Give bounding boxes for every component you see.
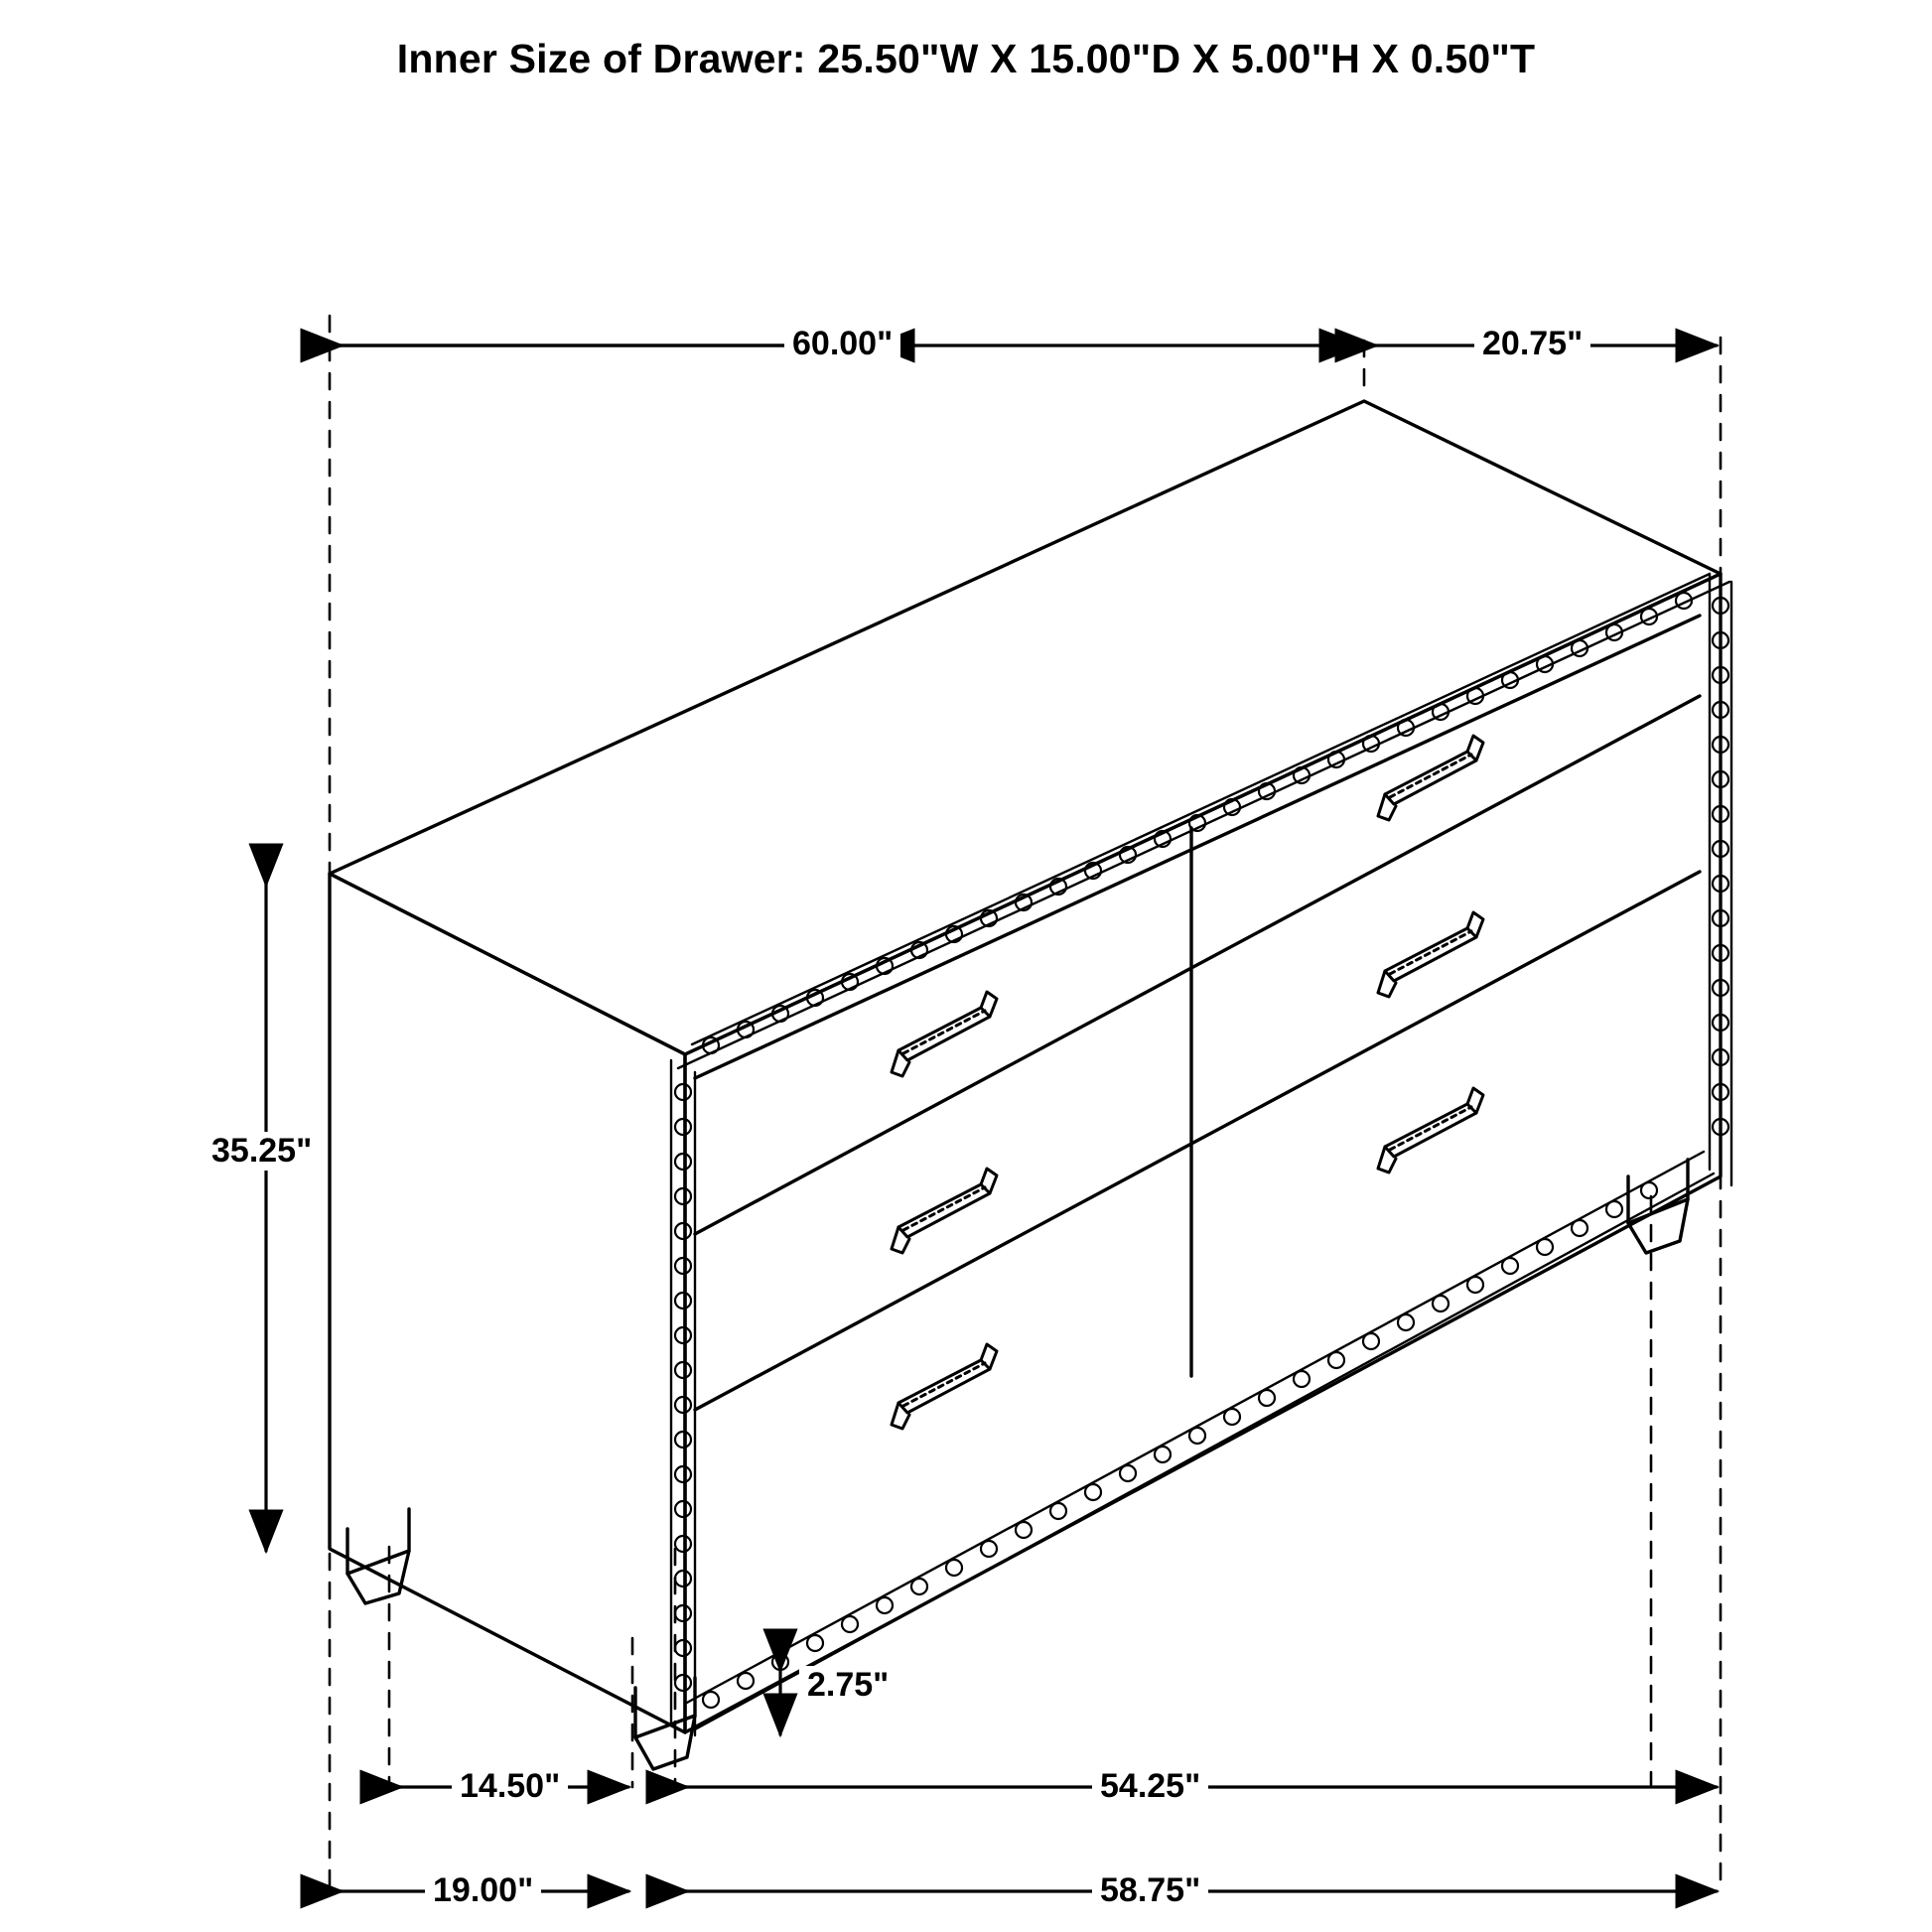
handle bbox=[892, 1344, 997, 1429]
handle bbox=[1378, 736, 1483, 820]
cabinet-outline bbox=[330, 401, 1721, 1732]
nailhead-trim bbox=[671, 574, 1731, 1735]
nailhead-studs bbox=[675, 593, 1728, 1708]
dim-label-bottom-right-total: 58.75" bbox=[1092, 1871, 1208, 1910]
handle bbox=[1378, 912, 1483, 997]
handle bbox=[892, 992, 997, 1076]
dim-label-bottom-left-front: 14.50" bbox=[452, 1767, 568, 1806]
dim-label-top-depth: 20.75" bbox=[1474, 325, 1590, 363]
dim-label-overall-height: 35.25" bbox=[204, 1132, 320, 1171]
page-title: Inner Size of Drawer: 25.50"W X 15.00"D X 5.00"H X 0.50"T bbox=[396, 36, 1536, 81]
drawer-fronts bbox=[695, 616, 1700, 1410]
dim-label-leg-height: 2.75" bbox=[799, 1666, 897, 1705]
dim-label-bottom-left-total: 19.00" bbox=[425, 1871, 541, 1910]
dim-label-bottom-right-front: 54.25" bbox=[1092, 1767, 1208, 1806]
handle bbox=[892, 1169, 997, 1253]
dim-label-top-width: 60.00" bbox=[784, 325, 900, 363]
dimension-lines bbox=[266, 345, 1717, 1891]
handle bbox=[1378, 1088, 1483, 1173]
legs bbox=[347, 1160, 1688, 1769]
